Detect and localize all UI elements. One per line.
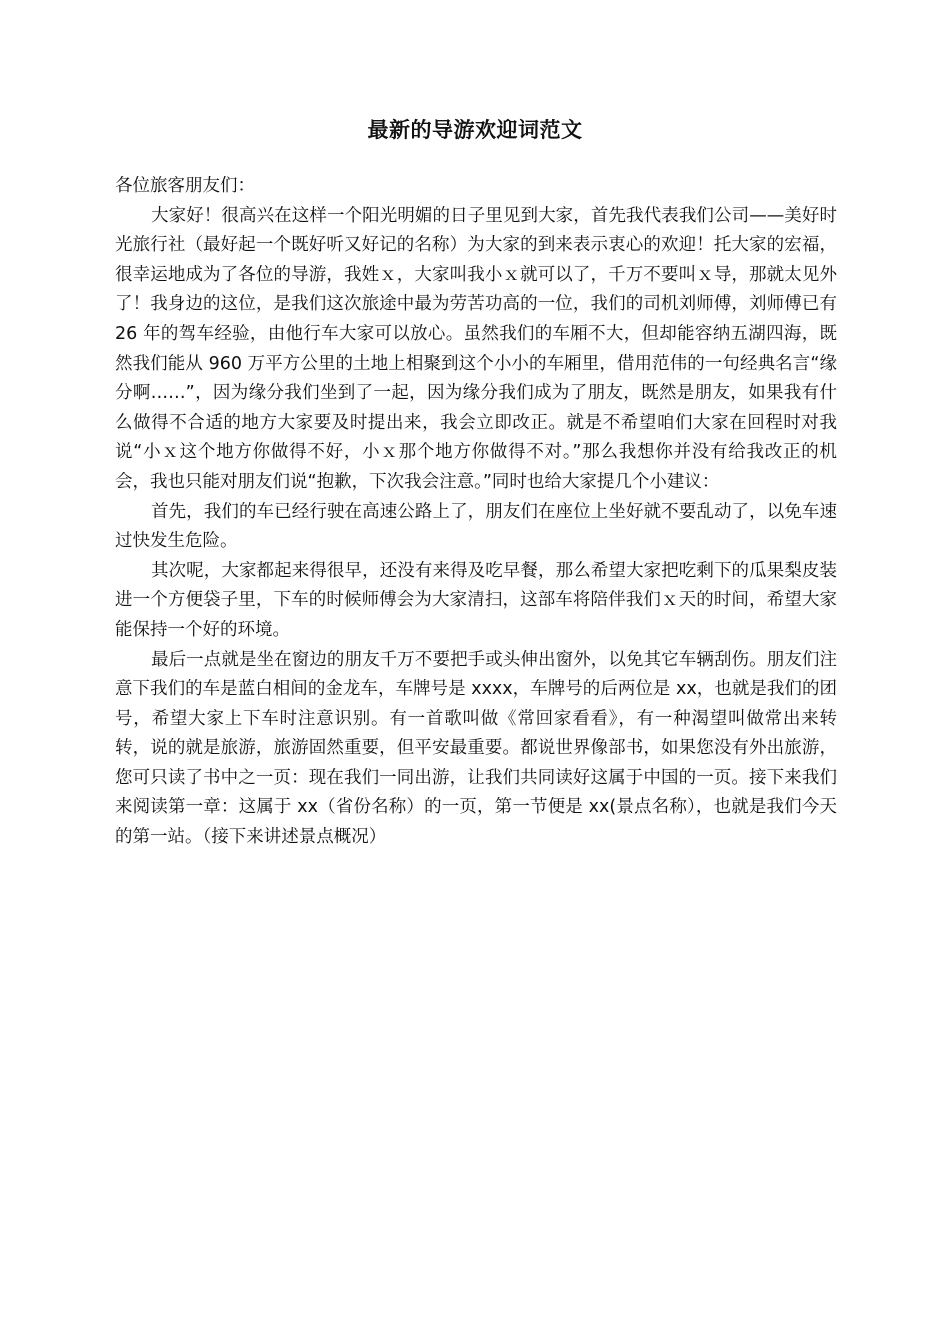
paragraph-last-suggestion: 最后一点就是坐在窗边的朋友千万不要把手或头伸出窗外，以免其它车辆刮伤。朋友们注意下我们的车是蓝白相间的金龙车，车牌号是 xxxx，车牌号的后两位是 xx，也就是我们的团号，希望大家上下车时注意识别。有一首歌叫做《常回家看看》，有一种渴望叫做常出来转转，说的就是旅游，旅游固然重要，但平安最重要。都说世界像部书，如果您没有外出旅游，您可只读了书中之一页：现在我们一同出游，让我们共同读好这属于中国的一页。接下来我们来阅读第一章：这属于 xx（省份名称）的一页，第一节便是 xx(景点名称），也就是我们今天的第一站。（接下来讲述景点概况） (115, 649, 837, 848)
paragraph-second-suggestion: 其次呢，大家都起来得很早，还没有来得及吃早餐，那么希望大家把吃剩下的瓜果梨皮装进一个方便袋子里，下车的时候师傅会为大家清扫，这部车将陪伴我们ｘ天的时间，希望大家能保持一个好的环境。 (115, 560, 837, 640)
document-title: 最新的导游欢迎词范文 (367, 118, 583, 142)
paragraph-welcome: 大家好！很高兴在这样一个阳光明媚的日子里见到大家，首先我代表我们公司——美好时光旅行社（最好起一个既好听又好记的名称）为大家的到来表示衷心的欢迎！托大家的宏福，很幸运地成为了各位的导游，我姓ｘ，大家叫我小ｘ就可以了，千万不要叫ｘ导，那就太见外了！我身边的这位，是我们这次旅途中最为劳苦功高的一位，我们的司机刘师傅，刘师傅已有 26 年的驾车经验，由他行车大家可以放心。虽然我们的车厢不大，但却能容纳五湖四海，既然我们能从 960 万平方公里的土地上相聚到这个小小的车厢里，借用范伟的一句经典名言“缘分啊……”，因为缘分我们坐到了一起，因为缘分我们成为了朋友，既然是朋友，如果我有什么做得不合适的地方大家要及时提出来，我会立即改正。就是不希望咱们大家在回程时对我说“小ｘ这个地方你做得不好，小ｘ那个地方你做得不对。”那么我想你并没有给我改正的机会，我也只能对朋友们说“抱歉，下次我会注意。”同时也给大家提几个小建议： (115, 205, 837, 492)
document-body (115, 172, 837, 853)
greeting-line: 各位旅客朋友们： (115, 176, 255, 196)
paragraph-first-suggestion: 首先，我们的车已经行驶在高速公路上了，朋友们在座位上坐好就不要乱动了，以免车速过快发生危险。 (115, 501, 837, 552)
